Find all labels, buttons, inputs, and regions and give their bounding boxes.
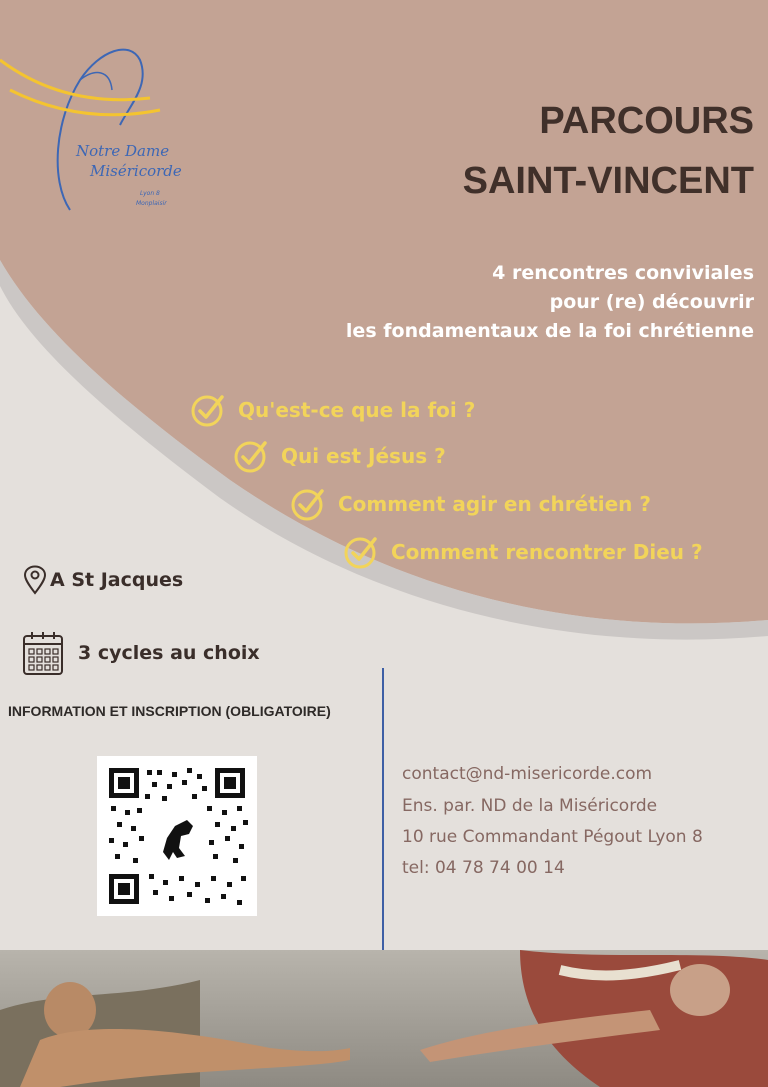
calendar-icon (22, 630, 64, 676)
question-item (343, 534, 703, 570)
contact-organization: Ens. par. ND de la Miséricorde (402, 796, 658, 816)
qr-code[interactable] (97, 756, 257, 916)
fresco-image (0, 950, 768, 1087)
question-item (233, 438, 446, 474)
question-item (290, 486, 651, 522)
question-text: Comment rencontrer Dieu ? (391, 540, 703, 564)
question-text: Comment agir en chrétien ? (338, 492, 651, 516)
contact-email[interactable]: contact@nd-misericorde.com (402, 764, 653, 784)
check-circle-icon (290, 486, 326, 522)
title-line1: PARCOURS (539, 100, 754, 142)
check-circle-icon (343, 534, 379, 570)
cycles-row (22, 630, 260, 676)
logo-name-line1: Notre Dame (76, 142, 170, 160)
contact-phone[interactable]: tel: 04 78 74 00 14 (402, 858, 565, 878)
location-pin-icon (22, 565, 48, 595)
logo-district: Monplaisir (136, 200, 167, 207)
check-circle-icon (190, 392, 226, 428)
cycles-text: 3 cycles au choix (78, 642, 260, 664)
contact-address: 10 rue Commandant Pégout Lyon 8 (402, 827, 703, 847)
question-item (190, 392, 475, 428)
title-line2: SAINT-VINCENT (462, 160, 754, 202)
subtitle-line3: les fondamentaux de la foi chrétienne (345, 320, 754, 342)
inscription-heading: INFORMATION ET INSCRIPTION (OBLIGATOIRE) (8, 703, 331, 719)
subtitle-line1: 4 rencontres conviviales (492, 262, 754, 284)
location-row (22, 565, 183, 595)
question-text: Qu'est-ce que la foi ? (238, 398, 476, 422)
logo-city: Lyon 8 (140, 190, 160, 197)
location-text: A St Jacques (50, 569, 184, 591)
check-circle-icon (233, 438, 269, 474)
logo-name-line2: Miséricorde (90, 162, 182, 180)
question-text: Qui est Jésus ? (281, 444, 446, 468)
parish-logo (0, 30, 200, 220)
subtitle-line2: pour (re) découvrir (549, 291, 754, 313)
vertical-divider (382, 668, 384, 950)
